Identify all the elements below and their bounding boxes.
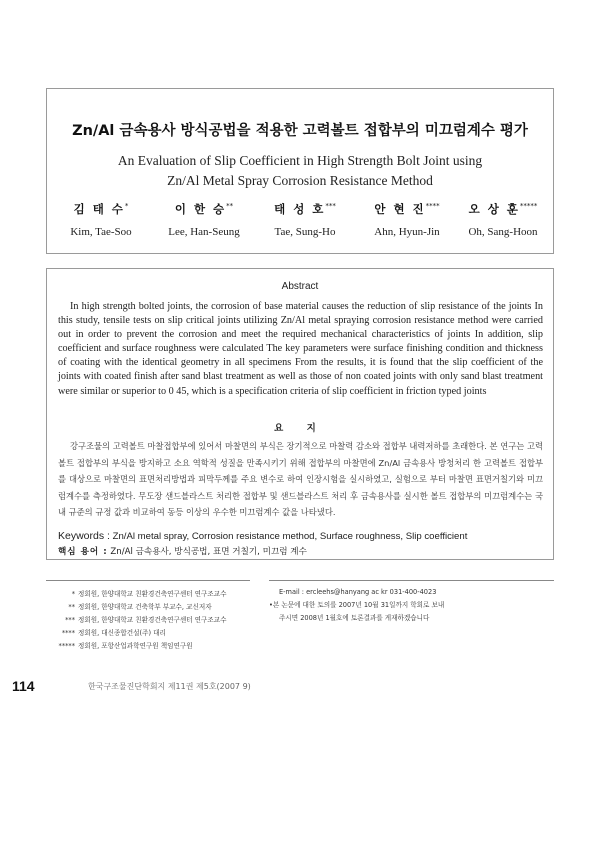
affiliation-row xyxy=(46,588,261,601)
summary-heading: 요 지 xyxy=(274,423,326,434)
affiliation-text: 정회원, 포항산업과학연구원 책임연구원 xyxy=(78,642,193,651)
author-mark: * xyxy=(124,202,129,211)
footnote-mark: *** xyxy=(65,616,75,625)
affiliation-row xyxy=(46,627,261,640)
author-mark: ** xyxy=(226,202,234,211)
author-2 xyxy=(154,201,254,238)
keywords-value: Zn/Al metal spray, Corrosion resistance method, Surface roughness, Slip coefficient xyxy=(112,531,468,542)
author-name-en: Kim, Tae-Soo xyxy=(70,226,132,238)
affiliation-text: 정회원, 대신종합건설(주) 대리 xyxy=(78,629,166,638)
footnote-divider-right xyxy=(269,580,554,581)
correspondence-notes xyxy=(269,586,554,626)
author-name-ko: 오 상 훈 xyxy=(468,202,520,216)
paper-title-english-line2: Zn/Al Metal Spray Corrosion Resistance Method xyxy=(167,173,433,188)
affiliation-text: 정회원, 한양대학교 친환경건축연구센터 연구조교수 xyxy=(78,616,227,625)
affiliation-text: 정회원, 한양대학교 친환경건축연구센터 연구조교수 xyxy=(78,590,227,598)
footnote-mark: **** xyxy=(61,629,75,638)
summary-text: 강구조물의 고력볼트 마찰접합부에 있어서 마찰면의 부식은 장기적으로 마찰력 감소와 접합부 내력저하를 초래한다. 본 연구는 고력볼트 접합부의 부식을 방지하고 소요 역학적 성질을 만족시키기 위해 접합부의 마찰면에 Zn/Al 금속용사 방청처리 한 고력볼트 접합부를 대상으로 마찰면의 표면처리방법과 피막두께를 주요 변수로 하여 인장시험을 실시하였고, 실험으로 부터 마찰면 표면거칠기와 미끄럼계수를 측정하였다. 무도장 샌드블라스트 처리한 접합부 및 샌드블라스트 처리 후 금속용사를 실시한 볼트 접합부의 미끄럼계수는 국내 규준의 규정 값과 비교하여 동등 이상의 우수한 미끄럼계수 값을 나타냈다. xyxy=(58,441,543,518)
author-1 xyxy=(51,201,151,238)
author-name-en: Oh, Sang-Hoon xyxy=(468,226,538,238)
paper-title-english-line1: An Evaluation of Slip Coefficient in High Strength Bolt Joint using xyxy=(117,153,483,168)
affiliation-row xyxy=(46,601,261,614)
author-name-en: Lee, Han-Seung xyxy=(168,226,240,238)
footnote-divider-left xyxy=(46,580,250,581)
author-list xyxy=(47,201,553,245)
keywords-value-ko: Zn/Al 금속용사, 방식공법, 표면 거칠기, 미끄럼 계수 xyxy=(110,547,307,557)
keywords-label: Keywords : xyxy=(58,530,110,542)
author-name-ko: 안 현 진 xyxy=(374,202,426,216)
keywords-label-ko: 핵심 용어 : xyxy=(58,547,108,557)
footnote-mark: ***** xyxy=(58,642,75,651)
footnote-mark: ** xyxy=(68,603,75,612)
footnote-mark: * xyxy=(71,590,75,598)
discussion-note-line1: •본 논문에 대한 토의를 2007년 10월 31일까지 학회로 보내 xyxy=(269,601,445,610)
author-name-en: Ahn, Hyun-Jin xyxy=(374,226,440,238)
contact-email: E-mail : ercleehs@hanyang ac kr 031-400-4023 xyxy=(279,588,437,596)
discussion-note-line2: 주시면 2008년 1월호에 토론결과를 게재하겠습니다 xyxy=(279,614,430,623)
author-5 xyxy=(453,201,553,238)
journal-info: 한국구조물진단학회지 제11권 제5호(2007 9) xyxy=(88,682,251,691)
page-number: 114 xyxy=(12,678,35,694)
author-mark: *** xyxy=(325,202,336,211)
abstract-heading: Abstract xyxy=(281,281,319,292)
author-affiliations xyxy=(46,588,261,653)
author-3 xyxy=(255,201,355,238)
affiliation-text: 정회원, 한양대학교 건축학부 부교수, 교신저자 xyxy=(78,603,212,612)
paper-title-korean: Zn/Al 금속용사 방식공법을 적용한 고력볼트 접합부의 미끄럼계수 평가 xyxy=(72,123,528,139)
abstract-text: In high strength bolted joints, the corrosion of base material causes the reduction of slip resistance of the joints In this study, tensile tests on slip critical joints utilizing Zn/Al metal spraying corrosion resistance method were carried out in order to prevent the corrosion and meet the required mechanical characteristics of joints In addition, slip coefficient and surface roughness were calculated The key parameters were surface finishing condition and thickness of coating with the identical geometry in all specimens From the results, it is found that the slip coefficient of the joints with coated finish after sand blast treatment as well as those of non coated joints with only sand blast treatment were similar or superior to 0 45, which is a specification criteria of slip coefficient in friction typed joints xyxy=(58,301,543,397)
abstract-box xyxy=(46,268,554,560)
affiliation-row xyxy=(46,614,261,627)
title-box xyxy=(46,88,554,254)
author-name-ko: 태 성 호 xyxy=(274,202,326,216)
affiliation-row xyxy=(46,640,261,653)
author-mark: **** xyxy=(425,202,440,211)
author-4 xyxy=(357,201,457,238)
author-name-en: Tae, Sung-Ho xyxy=(274,226,336,238)
author-mark: ***** xyxy=(519,202,538,211)
author-name-ko: 이 한 승 xyxy=(174,202,227,216)
keywords-english xyxy=(58,530,545,542)
author-name-ko: 김 태 수 xyxy=(73,202,125,216)
keywords-korean xyxy=(58,545,545,557)
